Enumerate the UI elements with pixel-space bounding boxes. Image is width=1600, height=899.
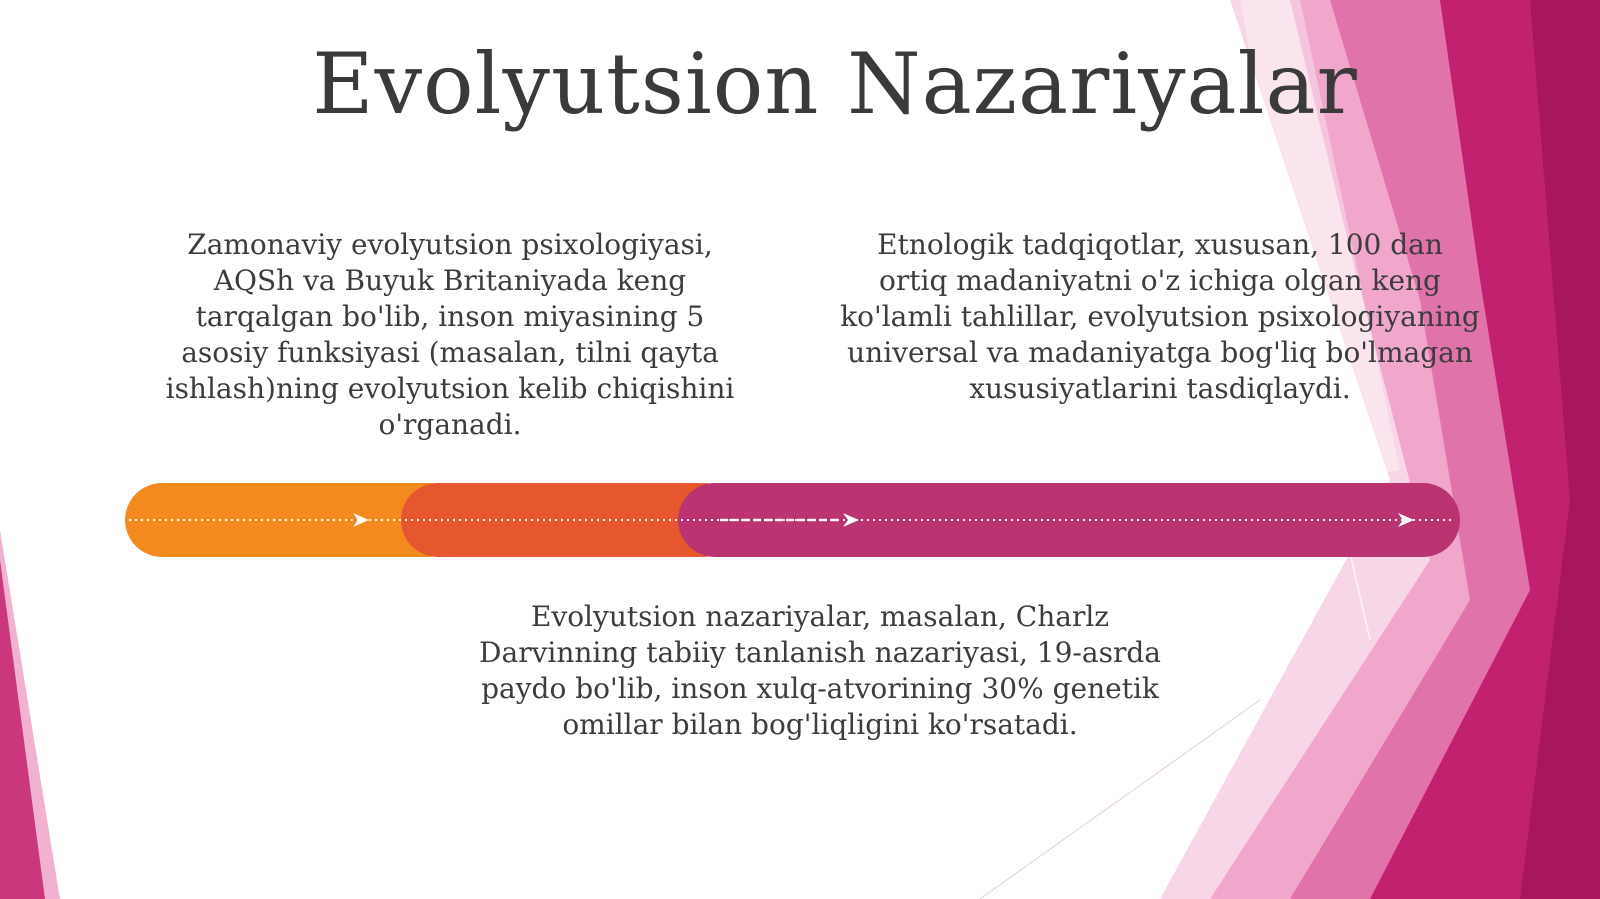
text-block-right: Etnologik tadqiqotlar, xususan, 100 dan ortiq madaniyatni o'z ichiga olgan keng ko'lamli tahlillar, evolyutsion psixologiyaning universal va madaniyatga bog'liq bo'lmagan xususiyatlarini tasdiqlaydi.: [840, 228, 1480, 405]
timeline-bar: [125, 483, 1460, 557]
text-block-left: Zamonaviy evolyutsion psixologiyasi, AQSh va Buyuk Britaniyada keng tarqalgan bo'lib, inson miyasining 5 asosiy funksiyasi (masalan, tilni qayta ishlash)ning evolyutsion kelib chiqishini o'rganadi.: [165, 228, 735, 441]
text-block-bottom: Evolyutsion nazariyalar, masalan, Charlz Darvinning tabiiy tanlanish nazariyasi, 19-asrda paydo bo'lib, inson xulq-atvorining 30% genetik omillar bilan bog'liqligini ko'rsatadi.: [479, 600, 1161, 741]
slide-title: Evolyutsion Nazariyalar: [312, 35, 1358, 133]
